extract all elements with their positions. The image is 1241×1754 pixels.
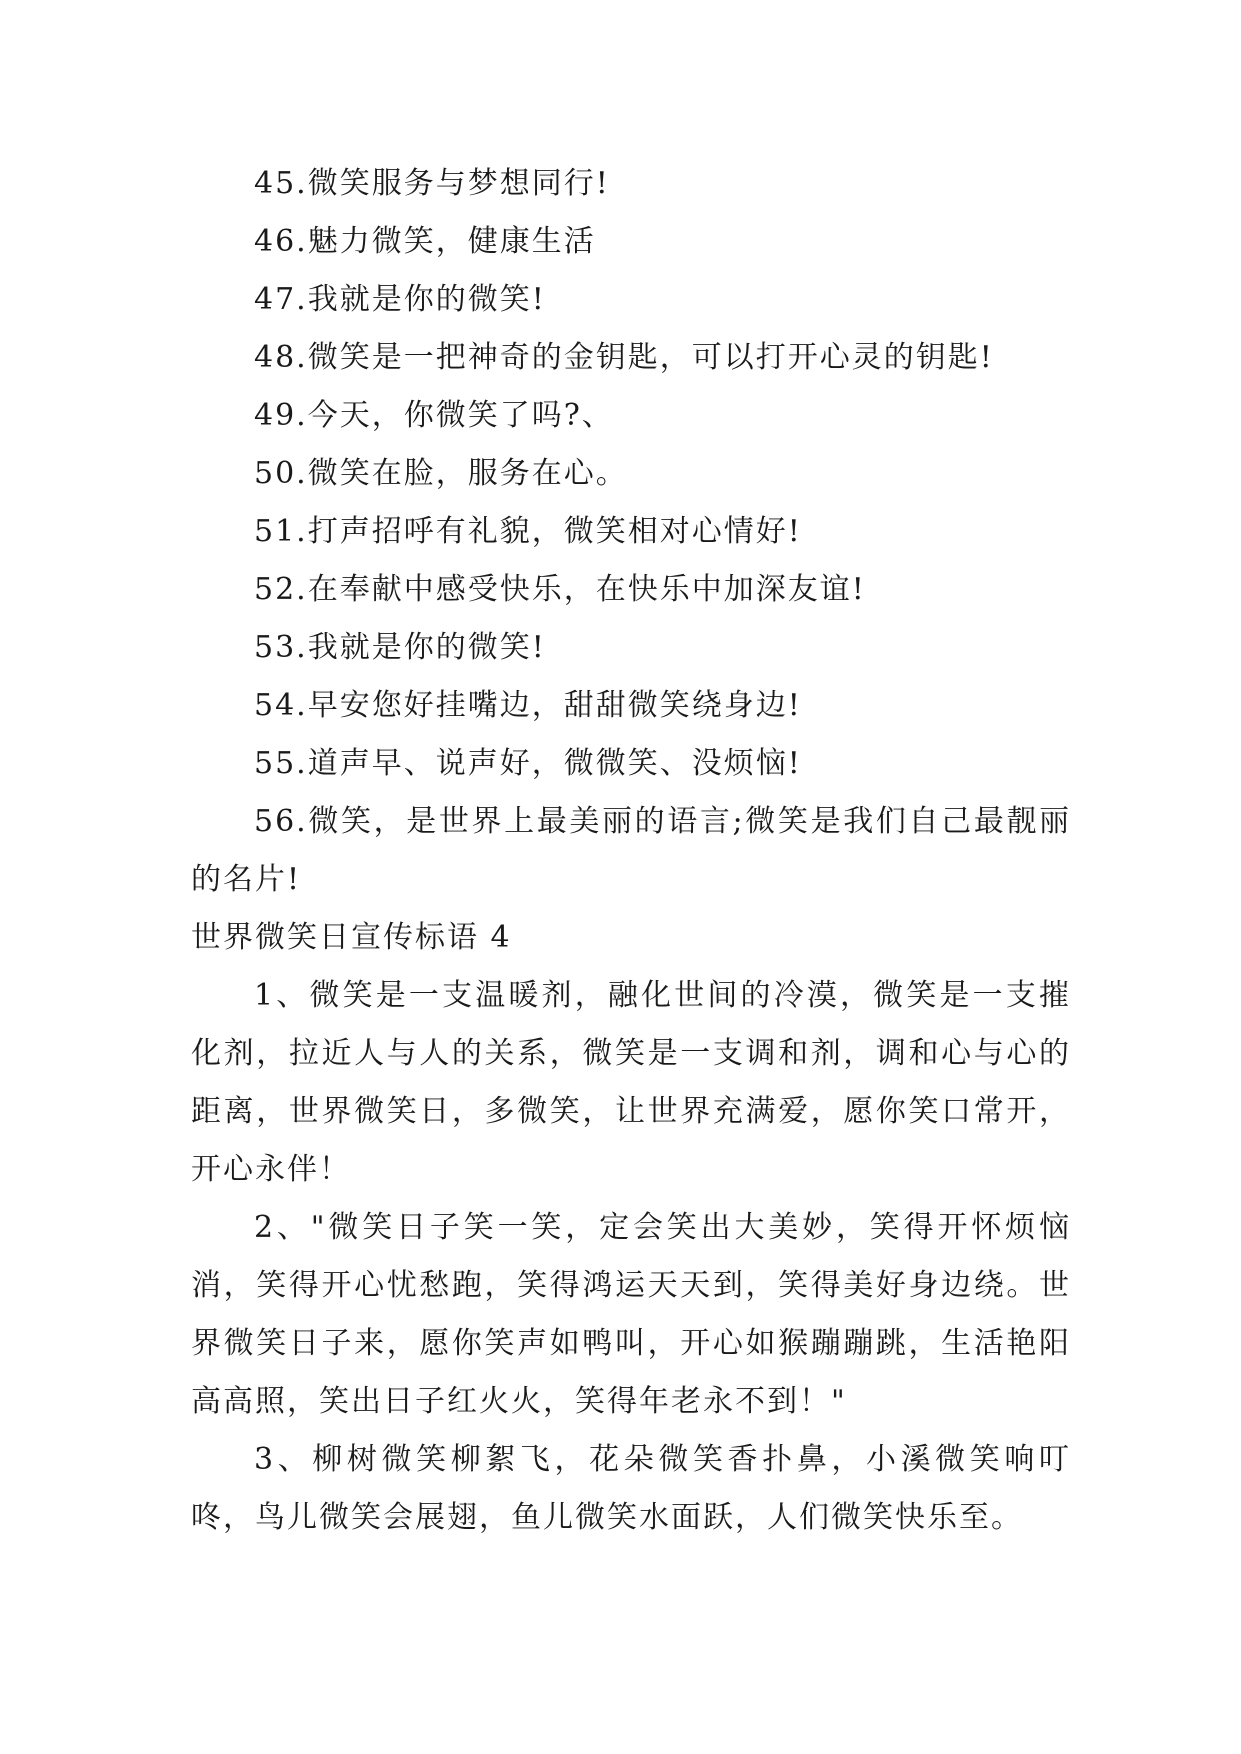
paragraph-2: 2、"微笑日子笑一笑，定会笑出大美妙，笑得开怀烦恼消，笑得开心忧愁跑，笑得鸿运天天到，笑得美好身边绕。世界微笑日子来，愿你笑声如鸭叫，开心如猴蹦蹦跳，生活艳阳高高照，笑出日子红火火，笑得年老永不到！" (191, 1210, 1071, 1419)
document-content (191, 155, 1071, 1547)
list-item: 51.打声招呼有礼貌，微笑相对心情好! (254, 514, 802, 549)
paragraph-3: 3、柳树微笑柳絮飞，花朵微笑香扑鼻，小溪微笑响叮咚，鸟儿微笑会展翅，鱼儿微笑水面跃，人们微笑快乐至。 (191, 1442, 1071, 1535)
list-item: 50.微笑在脸，服务在心。 (254, 456, 628, 491)
list-item: 49.今天，你微笑了吗?、 (254, 398, 614, 433)
list-item: 45.微笑服务与梦想同行! (254, 166, 610, 201)
list-item: 55.道声早、说声好，微微笑、没烦恼! (254, 746, 802, 781)
list-item: 52.在奉献中感受快乐，在快乐中加深友谊! (254, 572, 866, 607)
list-item: 54.早安您好挂嘴边，甜甜微笑绕身边! (254, 688, 802, 723)
list-item: 53.我就是你的微笑! (254, 630, 546, 665)
list-item: 46.魅力微笑，健康生活 (254, 224, 596, 259)
list-item: 47.我就是你的微笑! (254, 282, 546, 317)
list-item-56: 56.微笑，是世界上最美丽的语言;微笑是我们自己最靓丽的名片! (191, 804, 1071, 897)
section-title: 世界微笑日宣传标语 4 (191, 920, 512, 955)
paragraph-1: 1、微笑是一支温暖剂，融化世间的冷漠，微笑是一支摧化剂，拉近人与人的关系，微笑是一支调和剂，调和心与心的距离，世界微笑日，多微笑，让世界充满爱，愿你笑口常开，开心永伴！ (191, 978, 1071, 1187)
list-item: 48.微笑是一把神奇的金钥匙，可以打开心灵的钥匙! (254, 340, 994, 375)
